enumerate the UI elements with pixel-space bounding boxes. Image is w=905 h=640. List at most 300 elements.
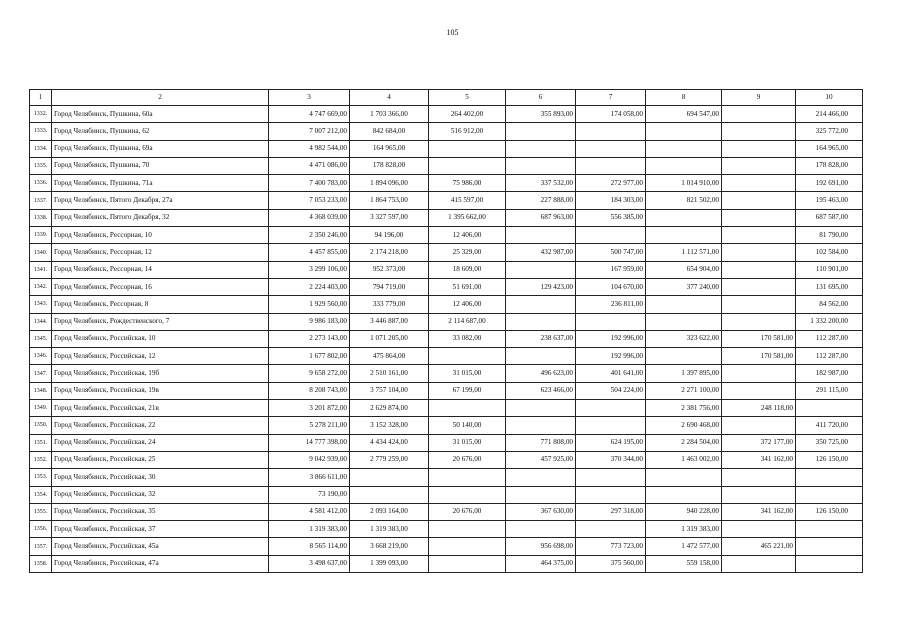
row-number: 1355. (30, 503, 52, 520)
value-cell (576, 469, 646, 486)
address-cell: Город Челябинск, Пушкина, 69а (52, 140, 269, 157)
value-cell: 67 199,00 (429, 382, 506, 399)
address-cell: Город Челябинск, Российская, 45а (52, 538, 269, 555)
value-cell: 411 720,00 (796, 417, 863, 434)
value-cell: 12 406,00 (429, 227, 506, 244)
value-cell (429, 400, 506, 417)
value-cell: 1 472 577,00 (646, 538, 722, 555)
column-header: 7 (576, 90, 646, 106)
value-cell: 81 790,00 (796, 227, 863, 244)
table-row (30, 313, 863, 330)
value-cell: 1 112 571,00 (646, 244, 722, 261)
row-number: 1349. (30, 400, 52, 417)
address-cell: Город Челябинск, Рессорная, 8 (52, 296, 269, 313)
value-cell: 323 622,00 (646, 330, 722, 347)
value-cell: 2 510 161,00 (350, 365, 429, 382)
value-cell: 687 587,00 (796, 209, 863, 226)
value-cell: 3 757 104,00 (350, 382, 429, 399)
value-cell: 8 208 743,00 (269, 382, 350, 399)
value-cell (506, 123, 576, 140)
value-cell: 842 684,00 (350, 123, 429, 140)
value-cell: 4 434 424,00 (350, 434, 429, 451)
row-number: 1343. (30, 296, 52, 313)
value-cell: 164 965,00 (350, 140, 429, 157)
address-cell: Город Челябинск, Российская, 10 (52, 330, 269, 347)
value-cell: 192 996,00 (576, 330, 646, 347)
value-cell (646, 227, 722, 244)
address-cell: Город Челябинск, Рождественского, 7 (52, 313, 269, 330)
value-cell: 654 904,00 (646, 261, 722, 278)
value-cell: 1 894 096,00 (350, 175, 429, 192)
address-cell: Город Челябинск, Рессорная, 14 (52, 261, 269, 278)
value-cell (506, 469, 576, 486)
value-cell: 624 195,00 (576, 434, 646, 451)
row-number: 1347. (30, 365, 52, 382)
value-cell: 623 466,00 (506, 382, 576, 399)
table-row (30, 486, 863, 503)
value-cell (722, 278, 796, 295)
value-cell: 182 987,00 (796, 365, 863, 382)
row-number: 1344. (30, 313, 52, 330)
value-cell (722, 157, 796, 174)
value-cell (506, 521, 576, 538)
table-row (30, 348, 863, 365)
value-cell (506, 348, 576, 365)
value-cell: 2 690 468,00 (646, 417, 722, 434)
value-cell (646, 348, 722, 365)
value-cell: 178 828,00 (350, 157, 429, 174)
value-cell: 337 532,00 (506, 175, 576, 192)
address-cell: Город Челябинск, Пятого Декабря, 32 (52, 209, 269, 226)
value-cell: 112 287,00 (796, 348, 863, 365)
column-header: 1 (30, 90, 52, 106)
column-header: 9 (722, 90, 796, 106)
value-cell: 7 053 233,00 (269, 192, 350, 209)
value-cell: 227 888,00 (506, 192, 576, 209)
value-cell: 367 630,00 (506, 503, 576, 520)
table-row (30, 123, 863, 140)
value-cell: 7 400 783,00 (269, 175, 350, 192)
row-number: 1345. (30, 330, 52, 347)
row-number: 1334. (30, 140, 52, 157)
address-cell: Город Челябинск, Российская, 19в (52, 382, 269, 399)
value-cell (722, 123, 796, 140)
address-cell: Город Челябинск, Рессорная, 10 (52, 227, 269, 244)
value-cell: 264 402,00 (429, 106, 506, 123)
value-cell: 504 224,00 (576, 382, 646, 399)
value-cell: 2 093 164,00 (350, 503, 429, 520)
value-cell: 556 385,00 (576, 209, 646, 226)
value-cell: 355 893,00 (506, 106, 576, 123)
table-row (30, 296, 863, 313)
value-cell: 170 581,00 (722, 348, 796, 365)
value-cell: 14 777 398,00 (269, 434, 350, 451)
value-cell: 192 996,00 (576, 348, 646, 365)
value-cell: 1 399 093,00 (350, 555, 429, 572)
value-cell (350, 469, 429, 486)
value-cell: 4 747 669,00 (269, 106, 350, 123)
address-cell: Город Челябинск, Пушкина, 62 (52, 123, 269, 140)
value-cell: 3 152 328,00 (350, 417, 429, 434)
value-cell: 9 042 939,00 (269, 451, 350, 468)
value-cell: 464 375,00 (506, 555, 576, 572)
value-cell: 341 162,00 (722, 451, 796, 468)
value-cell (646, 140, 722, 157)
value-cell: 432 987,00 (506, 244, 576, 261)
value-cell (429, 157, 506, 174)
table-row (30, 330, 863, 347)
row-number: 1353. (30, 469, 52, 486)
value-cell: 333 779,00 (350, 296, 429, 313)
value-cell (646, 209, 722, 226)
value-cell (796, 538, 863, 555)
value-cell (646, 469, 722, 486)
address-cell: Город Челябинск, Российская, 47а (52, 555, 269, 572)
table-row (30, 192, 863, 209)
value-cell: 1 332 200,00 (796, 313, 863, 330)
value-cell: 9 986 183,00 (269, 313, 350, 330)
value-cell: 794 719,00 (350, 278, 429, 295)
value-cell (722, 192, 796, 209)
value-cell (722, 227, 796, 244)
value-cell: 126 150,00 (796, 503, 863, 520)
table-row (30, 278, 863, 295)
column-header: 5 (429, 90, 506, 106)
value-cell: 174 058,00 (576, 106, 646, 123)
value-cell: 3 498 637,00 (269, 555, 350, 572)
value-cell: 350 725,00 (796, 434, 863, 451)
value-cell (722, 261, 796, 278)
value-cell: 12 406,00 (429, 296, 506, 313)
value-cell: 4 457 855,00 (269, 244, 350, 261)
address-cell: Город Челябинск, Российская, 37 (52, 521, 269, 538)
table-row (30, 417, 863, 434)
value-cell: 1 677 802,00 (269, 348, 350, 365)
column-header: 3 (269, 90, 350, 106)
value-cell (576, 157, 646, 174)
address-cell: Город Челябинск, Российская, 32 (52, 486, 269, 503)
value-cell: 112 287,00 (796, 330, 863, 347)
value-cell: 496 623,00 (506, 365, 576, 382)
row-number: 1354. (30, 486, 52, 503)
value-cell: 8 565 114,00 (269, 538, 350, 555)
value-cell: 1 395 662,00 (429, 209, 506, 226)
address-cell: Город Челябинск, Российская, 19б (52, 365, 269, 382)
row-number: 1346. (30, 348, 52, 365)
value-cell (576, 140, 646, 157)
address-cell: Город Челябинск, Рессорная, 12 (52, 244, 269, 261)
value-cell: 75 986,00 (429, 175, 506, 192)
value-cell (506, 417, 576, 434)
value-cell: 1 864 753,00 (350, 192, 429, 209)
value-cell: 195 463,00 (796, 192, 863, 209)
row-number: 1352. (30, 451, 52, 468)
value-cell: 2 629 874,00 (350, 400, 429, 417)
value-cell (796, 469, 863, 486)
value-cell: 238 637,00 (506, 330, 576, 347)
row-number: 1341. (30, 261, 52, 278)
value-cell: 297 318,00 (576, 503, 646, 520)
row-number: 1336. (30, 175, 52, 192)
value-cell (722, 313, 796, 330)
value-cell: 9 658 272,00 (269, 365, 350, 382)
value-cell: 51 691,00 (429, 278, 506, 295)
value-cell: 167 959,00 (576, 261, 646, 278)
address-cell: Город Челябинск, Пушкина, 70 (52, 157, 269, 174)
value-cell: 325 772,00 (796, 123, 863, 140)
value-cell: 2 381 756,00 (646, 400, 722, 417)
address-cell: Город Челябинск, Российская, 24 (52, 434, 269, 451)
value-cell (429, 521, 506, 538)
value-cell: 401 641,00 (576, 365, 646, 382)
value-cell: 372 177,00 (722, 434, 796, 451)
value-cell: 5 278 211,00 (269, 417, 350, 434)
value-cell (796, 555, 863, 572)
value-cell: 375 560,00 (576, 555, 646, 572)
address-cell: Город Челябинск, Российская, 35 (52, 503, 269, 520)
value-cell (429, 140, 506, 157)
value-cell: 184 303,00 (576, 192, 646, 209)
value-cell: 94 196,00 (350, 227, 429, 244)
value-cell: 694 547,00 (646, 106, 722, 123)
value-cell: 3 668 219,00 (350, 538, 429, 555)
row-number: 1357. (30, 538, 52, 555)
value-cell: 2 779 259,00 (350, 451, 429, 468)
table-row (30, 140, 863, 157)
table-row (30, 365, 863, 382)
table-row (30, 521, 863, 538)
value-cell (506, 157, 576, 174)
value-cell: 370 344,00 (576, 451, 646, 468)
value-cell: 170 581,00 (722, 330, 796, 347)
row-number: 1335. (30, 157, 52, 174)
value-cell: 84 562,00 (796, 296, 863, 313)
value-cell: 3 201 872,00 (269, 400, 350, 417)
value-cell: 940 228,00 (646, 503, 722, 520)
value-cell (506, 140, 576, 157)
value-cell: 291 115,00 (796, 382, 863, 399)
value-cell: 2 271 100,00 (646, 382, 722, 399)
row-number: 1333. (30, 123, 52, 140)
value-cell: 1 463 002,00 (646, 451, 722, 468)
value-cell (506, 313, 576, 330)
table-row (30, 261, 863, 278)
value-cell: 20 676,00 (429, 451, 506, 468)
address-cell: Город Челябинск, Пушкина, 71а (52, 175, 269, 192)
table-row (30, 538, 863, 555)
value-cell (796, 486, 863, 503)
address-cell: Город Челябинск, Российская, 12 (52, 348, 269, 365)
value-cell: 192 691,00 (796, 175, 863, 192)
value-cell: 1 014 910,00 (646, 175, 722, 192)
table-row (30, 382, 863, 399)
value-cell: 25 329,00 (429, 244, 506, 261)
column-header: 6 (506, 90, 576, 106)
value-cell: 104 670,00 (576, 278, 646, 295)
value-cell: 236 811,00 (576, 296, 646, 313)
row-number: 1348. (30, 382, 52, 399)
row-number: 1337. (30, 192, 52, 209)
value-cell (646, 123, 722, 140)
row-number: 1358. (30, 555, 52, 572)
column-header: 8 (646, 90, 722, 106)
row-number: 1340. (30, 244, 52, 261)
value-cell: 248 118,00 (722, 400, 796, 417)
value-cell: 102 584,00 (796, 244, 863, 261)
page-number: 105 (446, 28, 459, 37)
value-cell: 1 319 383,00 (269, 521, 350, 538)
address-cell: Город Челябинск, Российская, 30 (52, 469, 269, 486)
row-number: 1356. (30, 521, 52, 538)
address-cell: Город Челябинск, Российская, 22 (52, 417, 269, 434)
value-cell (646, 296, 722, 313)
value-cell: 4 471 086,00 (269, 157, 350, 174)
value-cell: 129 423,00 (506, 278, 576, 295)
value-cell: 33 082,00 (429, 330, 506, 347)
value-cell: 50 140,00 (429, 417, 506, 434)
value-cell (722, 469, 796, 486)
row-number: 1350. (30, 417, 52, 434)
value-cell: 1 397 895,00 (646, 365, 722, 382)
value-cell: 4 982 544,00 (269, 140, 350, 157)
value-cell (722, 296, 796, 313)
value-cell (646, 157, 722, 174)
value-cell: 377 240,00 (646, 278, 722, 295)
value-cell (796, 521, 863, 538)
value-cell: 214 466,00 (796, 106, 863, 123)
value-cell: 500 747,00 (576, 244, 646, 261)
table-row (30, 400, 863, 417)
value-cell: 2 350 246,00 (269, 227, 350, 244)
value-cell (429, 348, 506, 365)
value-cell: 3 866 611,00 (269, 469, 350, 486)
address-cell: Город Челябинск, Российская, 25 (52, 451, 269, 468)
data-table (29, 89, 863, 573)
table-row (30, 175, 863, 192)
table-row (30, 227, 863, 244)
value-cell: 2 224 403,00 (269, 278, 350, 295)
value-cell (576, 417, 646, 434)
value-cell: 7 007 212,00 (269, 123, 350, 140)
table-row (30, 157, 863, 174)
value-cell (350, 486, 429, 503)
table-row (30, 106, 863, 123)
value-cell: 178 828,00 (796, 157, 863, 174)
value-cell: 4 368 039,00 (269, 209, 350, 226)
value-cell (646, 313, 722, 330)
value-cell (576, 123, 646, 140)
value-cell (796, 400, 863, 417)
value-cell: 1 319 383,00 (646, 521, 722, 538)
value-cell (722, 417, 796, 434)
value-cell: 4 581 412,00 (269, 503, 350, 520)
table-row (30, 244, 863, 261)
value-cell (722, 365, 796, 382)
value-cell (506, 486, 576, 503)
value-cell: 952 373,00 (350, 261, 429, 278)
value-cell (506, 400, 576, 417)
value-cell (429, 469, 506, 486)
value-cell: 457 925,00 (506, 451, 576, 468)
value-cell: 3 446 887,00 (350, 313, 429, 330)
value-cell: 773 723,00 (576, 538, 646, 555)
row-number: 1338. (30, 209, 52, 226)
row-number: 1339. (30, 227, 52, 244)
value-cell (576, 313, 646, 330)
value-cell: 2 273 143,00 (269, 330, 350, 347)
row-number: 1332. (30, 106, 52, 123)
value-cell: 341 162,00 (722, 503, 796, 520)
table-row (30, 469, 863, 486)
table-row (30, 555, 863, 572)
value-cell: 821 502,00 (646, 192, 722, 209)
value-cell: 2 174 218,00 (350, 244, 429, 261)
value-cell (722, 175, 796, 192)
value-cell: 31 015,00 (429, 434, 506, 451)
value-cell: 475 864,00 (350, 348, 429, 365)
value-cell: 73 190,00 (269, 486, 350, 503)
table-row (30, 451, 863, 468)
value-cell (722, 209, 796, 226)
value-cell (429, 555, 506, 572)
value-cell: 3 327 597,00 (350, 209, 429, 226)
value-cell: 559 158,00 (646, 555, 722, 572)
table-row (30, 209, 863, 226)
value-cell: 164 965,00 (796, 140, 863, 157)
value-cell (722, 106, 796, 123)
table-header-row (30, 90, 863, 106)
table-row (30, 503, 863, 520)
value-cell: 3 299 106,00 (269, 261, 350, 278)
value-cell (646, 486, 722, 503)
value-cell: 1 703 366,00 (350, 106, 429, 123)
value-cell: 131 695,00 (796, 278, 863, 295)
value-cell: 126 150,00 (796, 451, 863, 468)
value-cell (506, 227, 576, 244)
value-cell (576, 521, 646, 538)
value-cell (722, 486, 796, 503)
value-cell: 31 015,00 (429, 365, 506, 382)
table-row (30, 434, 863, 451)
column-header: 4 (350, 90, 429, 106)
value-cell (506, 296, 576, 313)
row-number: 1351. (30, 434, 52, 451)
value-cell (576, 227, 646, 244)
value-cell: 956 698,00 (506, 538, 576, 555)
value-cell (576, 400, 646, 417)
address-cell: Город Челябинск, Российская, 21в (52, 400, 269, 417)
address-cell: Город Челябинск, Пушкина, 60а (52, 106, 269, 123)
value-cell: 1 929 560,00 (269, 296, 350, 313)
value-cell: 1 071 205,00 (350, 330, 429, 347)
value-cell (722, 382, 796, 399)
value-cell: 465 221,00 (722, 538, 796, 555)
value-cell: 2 284 504,00 (646, 434, 722, 451)
address-cell: Город Челябинск, Пятого Декабря, 27а (52, 192, 269, 209)
value-cell: 771 808,00 (506, 434, 576, 451)
value-cell: 2 114 687,00 (429, 313, 506, 330)
value-cell: 415 597,00 (429, 192, 506, 209)
value-cell (722, 555, 796, 572)
value-cell (506, 261, 576, 278)
row-number: 1342. (30, 278, 52, 295)
value-cell (576, 486, 646, 503)
value-cell (722, 140, 796, 157)
value-cell (722, 244, 796, 261)
value-cell: 110 901,00 (796, 261, 863, 278)
value-cell: 272 977,00 (576, 175, 646, 192)
address-cell: Город Челябинск, Рессорная, 16 (52, 278, 269, 295)
